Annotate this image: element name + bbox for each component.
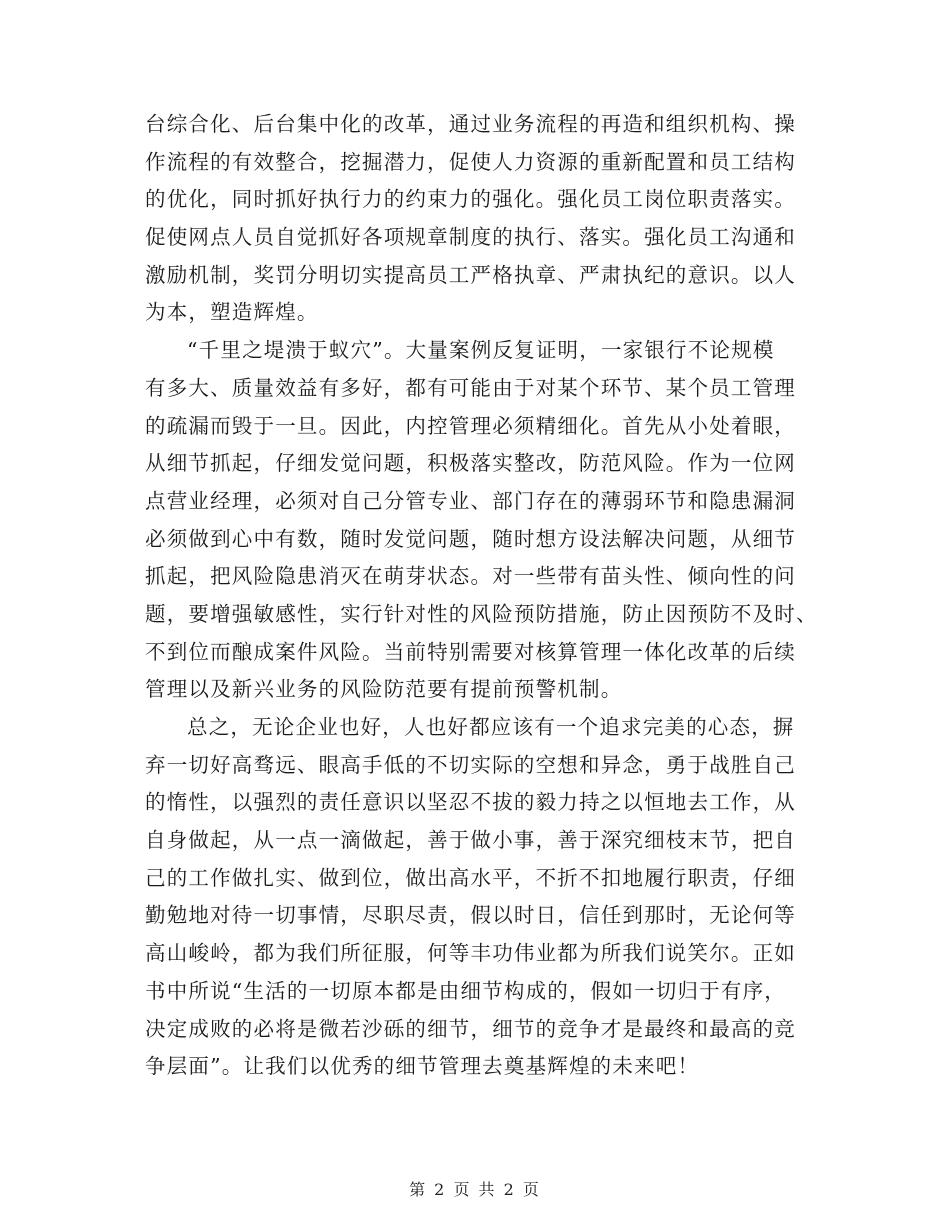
text-line: 弃一切好高骛远、眼高手低的不切实际的空想和异念，勇于战胜自己 bbox=[145, 752, 796, 777]
text-line: 题，要增强敏感性，实行针对性的风险预防措施，防止因预防不及时、 bbox=[145, 601, 818, 626]
text-line: 有多大、质量效益有多好，都有可能由于对某个环节、某个员工管理 bbox=[145, 375, 796, 400]
text-line: 为本，塑造辉煌。 bbox=[145, 300, 319, 325]
page-footer: 第 2 页 共 2 页 bbox=[409, 1180, 541, 1199]
paragraph bbox=[145, 106, 800, 332]
text-line: 的优化，同时抓好执行力的约束力的强化。强化员工岗位职责落实。 bbox=[145, 187, 796, 212]
text-line: 必须做到心中有数，随时发觉问题，随时想方设法解决问题，从细节 bbox=[145, 526, 796, 551]
text-line: 台综合化、后台集中化的改革，通过业务流程的再造和组织机构、操 bbox=[145, 112, 796, 136]
text-line: 点营业经理，必须对自己分管专业、部门存在的薄弱环节和隐患漏洞 bbox=[145, 488, 796, 513]
text-line: 抓起，把风险隐患消灭在萌芽状态。对一些带有苗头性、倾向性的问 bbox=[145, 564, 796, 589]
text-line: 书中所说“生活的一切原本都是由细节构成的，假如一切归于有序， bbox=[145, 978, 786, 1003]
text-line: 勤勉地对待一切事情，尽职尽责，假以时日，信任到那时，无论何等 bbox=[145, 903, 796, 928]
text-line: “千里之堤溃于蚁穴”。大量案例反复证明，一家银行不论规模 bbox=[187, 338, 775, 363]
text-line: 自身做起，从一点一滴做起，善于做小事，善于深究细枝末节，把自 bbox=[145, 828, 796, 853]
text-line: 总之，无论企业也好，人也好都应该有一个追求完美的心态，摒 bbox=[187, 715, 795, 739]
document-body bbox=[145, 106, 818, 1086]
text-line: 激励机制，奖罚分明切实提高员工严格执章、严肃执纪的意识。以人 bbox=[145, 262, 796, 287]
text-line: 高山峻岭，都为我们所征服，何等丰功伟业都为所我们说笑尔。正如 bbox=[145, 941, 796, 966]
text-line: 从细节抓起，仔细发觉问题，积极落实整改，防范风险。作为一位网 bbox=[145, 451, 796, 476]
text-line: 不到位而酿成案件风险。当前特别需要对核算管理一体化改革的后续 bbox=[145, 639, 796, 664]
text-line: 管理以及新兴业务的风险防范要有提前预警机制。 bbox=[145, 677, 623, 702]
text-line: 决定成败的必将是微若沙砾的细节，细节的竞争才是最终和最高的竞 bbox=[145, 1016, 796, 1041]
text-line: 的疏漏而毁于一旦。因此，内控管理必须精细化。首先从小处着眼， bbox=[145, 413, 796, 438]
text-line: 的惰性，以强烈的责任意识以坚忍不拔的毅力持之以恒地去工作，从 bbox=[145, 790, 796, 815]
text-line: 作流程的有效整合，挖掘潜力，促使人力资源的重新配置和员工结构 bbox=[145, 149, 796, 174]
text-line: 促使网点人员自觉抓好各项规章制度的执行、落实。强化员工沟通和 bbox=[145, 225, 796, 250]
paragraph bbox=[145, 709, 800, 1086]
text-line: 己的工作做扎实、做到位，做出高水平，不折不扣地履行职责，仔细 bbox=[145, 865, 796, 890]
paragraph bbox=[145, 332, 818, 709]
text-line: 争层面”。让我们以优秀的细节管理去奠基辉煌的未来吧！ bbox=[145, 1054, 700, 1079]
